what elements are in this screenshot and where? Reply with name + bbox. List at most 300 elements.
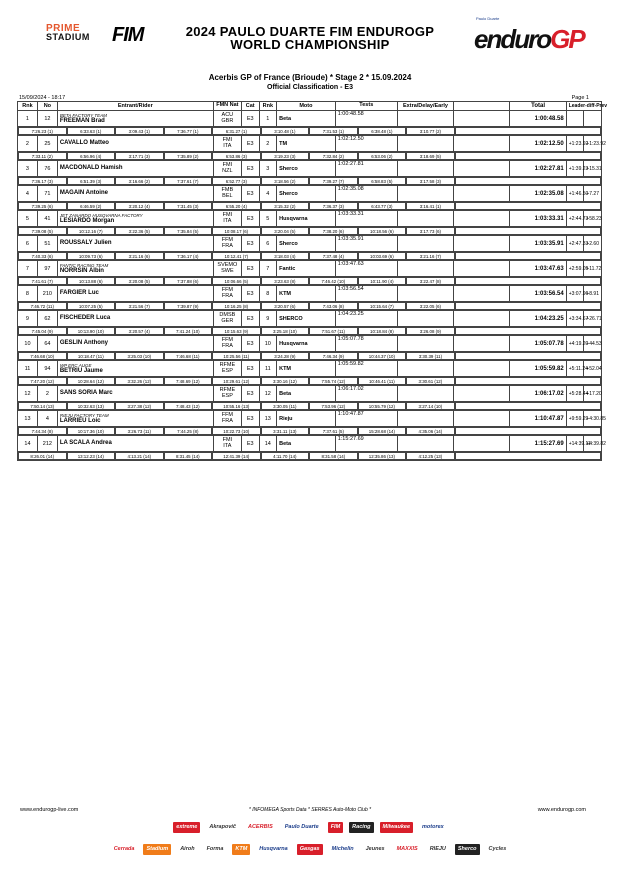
cell-total: 1:10:47.87 [510, 411, 566, 427]
cell-total: 1:02:27.81 [510, 161, 566, 177]
lap-filler [455, 327, 601, 335]
cell-cat: E3 [241, 161, 259, 177]
nationality: ITA [223, 442, 232, 449]
print-timestamp: 15/09/2024 - 18:17 [19, 95, 66, 101]
lap-time: 7:32.84 (2) [309, 152, 358, 160]
cell-pos: 11 [18, 361, 38, 377]
sponsor-logo: ACERBIS [247, 824, 273, 830]
cell-extra2 [454, 311, 510, 327]
sponsor-logo: Paulo Duarte [284, 824, 319, 830]
cell-rnk: 2 [259, 136, 277, 152]
cell-gap-prev: +8.91 [584, 286, 602, 302]
cell-cat: E3 [241, 236, 259, 252]
lap-time: 10:44.37 (10) [358, 352, 407, 360]
cell-extra2 [454, 261, 510, 277]
cell-fmn [213, 386, 241, 402]
cell-tests: 1:04:23.25 [335, 311, 397, 327]
cell-extra2 [454, 186, 510, 202]
cell-pos: 8 [18, 286, 38, 302]
fim-logo: FIM [112, 24, 144, 46]
results-table [17, 101, 608, 461]
lap-time: 7:36.77 (1) [164, 127, 213, 135]
cell-no: 97 [37, 261, 57, 277]
lap-time: 3:26.08 (9) [406, 327, 455, 335]
lap-time: 7:47.20 (12) [18, 377, 67, 385]
sponsor-logo: Milwaukee [380, 822, 414, 833]
cell-fmn [213, 361, 241, 377]
col-cat: Cat [241, 102, 259, 111]
lap-time: 7:37.88 (6) [164, 277, 213, 285]
cell-gap-prev: +2.60 [584, 236, 602, 252]
sponsor-logo: Akrapovič [209, 824, 236, 830]
cell-total: 1:02:35.08 [510, 186, 566, 202]
table-row [18, 286, 602, 302]
fmn-code: FMI [222, 162, 233, 168]
cell-gap-leader: +2:59.05 [566, 261, 584, 277]
lap-time: 10:25.56 (11) [212, 352, 261, 360]
cell-rider [57, 211, 213, 227]
lap-time: 10:55.79 (12) [358, 402, 407, 410]
lap-time: 6:56.96 (4) [67, 152, 116, 160]
lap-time: 10:03.69 (6) [358, 252, 407, 260]
lap-time: 7:37.48 (4) [309, 252, 358, 260]
cell-moto: Rieju [277, 411, 336, 427]
lap-time: 3:15.32 (2) [261, 202, 310, 210]
lap-time: 8:26.01 (14) [18, 452, 67, 460]
rider-name: ROUSSALY Julien [59, 240, 112, 247]
nationality: FRA [221, 417, 233, 424]
sponsor-logo: FIM [328, 822, 343, 833]
cell-fmn [213, 286, 241, 302]
rider-name: MACDONALD Hamish [59, 165, 123, 172]
cell-total: 1:05:07.78 [510, 336, 566, 352]
lap-time: 3:20.57 (4) [115, 327, 164, 335]
lap-time: 15:28.68 (14) [358, 427, 407, 435]
lap-time: 6:58.83 (5) [358, 177, 407, 185]
nationality: ESP [221, 392, 233, 399]
cell-gap-leader: +2:44.73 [566, 211, 584, 227]
cell-moto: Beta [277, 386, 336, 402]
lap-time: 7:41.61 (7) [18, 277, 67, 285]
lap-time: 3:16.41 (1) [406, 202, 455, 210]
cell-moto: KTM [277, 286, 336, 302]
lap-time: 6:46.59 (2) [67, 202, 116, 210]
lap-time: 3:22.36 (5) [115, 227, 164, 235]
cell-extra [397, 111, 453, 127]
cell-total: 1:03:56.54 [510, 286, 566, 302]
cell-gap-prev: +11.72 [584, 261, 602, 277]
lap-time: 7:37.61 (5) [309, 427, 358, 435]
cell-extra [397, 386, 453, 402]
lap-time: 3:18.56 (2) [261, 177, 310, 185]
lap-time: 8:31.58 (14) [309, 452, 358, 460]
cell-gap-prev: +7.27 [584, 186, 602, 202]
table-row [18, 361, 602, 377]
cell-pos: 5 [18, 211, 38, 227]
table-row [18, 161, 602, 177]
lap-times-cell [18, 302, 602, 311]
fmn-code: SVEMO [217, 262, 238, 268]
lap-times-cell [18, 252, 602, 261]
rider-name: LA SCALA Andrea [59, 440, 112, 447]
cell-gap-prev: +17.20 [584, 386, 602, 402]
cell-no: 64 [37, 336, 57, 352]
team-name: FANTIC RACING TEAM [59, 262, 109, 268]
cell-gap-prev [584, 111, 602, 127]
col-fmn: FMN Nat [213, 102, 241, 111]
lap-time: 10:15.64 (7) [358, 302, 407, 310]
logo-word-gp: GP [550, 24, 584, 54]
lap-time: 7:31.53 (1) [309, 127, 358, 135]
nationality: ITA [223, 217, 232, 224]
sponsor-logo: Stadium [143, 844, 171, 855]
cell-tests: 1:02:12.50 [335, 136, 397, 152]
cell-rnk: 1 [259, 111, 277, 127]
lap-time: 7:31.45 (3) [164, 202, 213, 210]
lap-time: 10:16.25 (8) [212, 302, 261, 310]
lap-times-cell [18, 402, 602, 411]
lap-times-row [18, 127, 602, 136]
cell-moto: Beta [277, 111, 336, 127]
cell-no: 41 [37, 211, 57, 227]
lap-times-cell [18, 202, 602, 211]
cell-cat: E3 [241, 136, 259, 152]
cell-gap-prev: +15.31 [584, 161, 602, 177]
team-name: BETA FACTORY TEAM [59, 112, 107, 118]
cell-gap-leader: +3:34.67 [566, 311, 584, 327]
sponsor-logo: Sherco [455, 844, 480, 855]
lap-filler [455, 302, 601, 310]
lap-time: 3:23.63 (8) [261, 277, 310, 285]
lap-time: 4:12.25 (13) [406, 452, 455, 460]
rider-name: MAGAIN Antoine [59, 190, 108, 197]
cell-rnk: 4 [259, 186, 277, 202]
sponsor-row-2 [0, 844, 620, 855]
cell-extra2 [454, 336, 510, 352]
nationality: SWE [221, 267, 234, 274]
lap-time: 3:26.73 (11) [115, 427, 164, 435]
cell-extra2 [454, 411, 510, 427]
lap-times-row [18, 277, 602, 286]
col-tests: Tests [335, 102, 397, 111]
col-pos: Rnk [18, 102, 38, 111]
col-moto: Moto [277, 102, 336, 111]
cell-rnk: 11 [259, 361, 277, 377]
lap-time: 3:30.05 (11) [261, 402, 310, 410]
rider-name: NORRSIN Albin [59, 267, 104, 274]
cell-fmn [213, 261, 241, 277]
cell-tests: 1:15:27.69 [335, 436, 397, 452]
cell-rnk: 12 [259, 386, 277, 402]
lap-filler [455, 452, 601, 460]
lap-time: 7:50.14 (13) [18, 402, 67, 410]
cell-cat: E3 [241, 411, 259, 427]
cell-rider [57, 361, 213, 377]
fmn-code: FMB [221, 187, 234, 193]
cell-rider [57, 386, 213, 402]
lap-time: 3:09.43 (1) [115, 127, 164, 135]
cell-gap-leader: +2:47.33 [566, 236, 584, 252]
lap-times-cell [18, 177, 602, 186]
cell-extra [397, 286, 453, 302]
cell-rnk: 14 [259, 436, 277, 452]
lap-time: 10:13.88 (6) [67, 277, 116, 285]
sponsor-logo: Cycles [488, 846, 507, 852]
cell-no: 51 [37, 236, 57, 252]
cell-tests: 1:10:47.87 [335, 411, 397, 427]
lap-time: 3:18.03 (4) [261, 252, 310, 260]
nationality: GBR [221, 117, 234, 124]
footer-link-site[interactable]: www.endurogp.com [537, 807, 586, 813]
cell-extra [397, 311, 453, 327]
lap-time: 7:41.24 (10) [164, 327, 213, 335]
cell-no: 71 [37, 186, 57, 202]
cell-cat: E3 [241, 336, 259, 352]
cell-pos: 7 [18, 261, 38, 277]
sponsor-logo: Racing [349, 822, 373, 833]
lap-time: 10:18.84 (8) [358, 327, 407, 335]
cell-extra [397, 136, 453, 152]
cell-rider [57, 411, 213, 427]
lap-filler [455, 227, 601, 235]
title-line1: 2024 PAULO DUARTE FIM ENDUROGP [185, 24, 435, 39]
cell-tests: 1:05:07.78 [335, 336, 397, 352]
lap-time: 7:40.33 (6) [18, 252, 67, 260]
lap-time: 6:31.27 (1) [212, 127, 261, 135]
lap-time: 6:51.39 (3) [67, 177, 116, 185]
header [0, 0, 620, 70]
lap-filler [455, 377, 601, 385]
table-row [18, 336, 602, 352]
cell-rider [57, 161, 213, 177]
lap-time: 3:25.03 (10) [115, 352, 164, 360]
col-rider: Entrant/Rider [57, 102, 213, 111]
cell-tests: 1:02:27.81 [335, 161, 397, 177]
cell-gap-leader: +14:39.11 [566, 436, 584, 452]
lap-time: 7:39.27 (7) [309, 177, 358, 185]
lap-time: 10:29.61 (12) [212, 377, 261, 385]
table-row [18, 436, 602, 452]
cell-rider [57, 111, 213, 127]
lap-time: 7:55.74 (12) [309, 377, 358, 385]
cell-gap-leader: +3:07.96 [566, 286, 584, 302]
lap-time: 3:20.12 (4) [115, 202, 164, 210]
lap-time: 3:32.26 (12) [115, 377, 164, 385]
cell-gap-prev: +58.23 [584, 211, 602, 227]
cell-no: 62 [37, 311, 57, 327]
lap-time: 12:35.86 (13) [358, 452, 407, 460]
nationality: BEL [222, 192, 233, 199]
cell-gap-prev: +4:39.82 [584, 436, 602, 452]
cell-fmn [213, 411, 241, 427]
lap-times-row [18, 227, 602, 236]
lap-time: 10:11.90 (4) [358, 277, 407, 285]
cell-rnk: 10 [259, 336, 277, 352]
lap-time: 3:21.56 (7) [115, 302, 164, 310]
lap-time: 3:22.05 (6) [406, 302, 455, 310]
cell-total: 1:03:47.63 [510, 261, 566, 277]
cell-gap-leader: +1:46.50 [566, 186, 584, 202]
lap-time: 7:46.68 (10) [18, 352, 67, 360]
fmn-code: FMI [222, 137, 233, 143]
lap-time: 7:48.69 (12) [164, 377, 213, 385]
lap-time: 10:32.63 (13) [67, 402, 116, 410]
cell-fmn [213, 136, 241, 152]
lap-time: 7:51.67 (11) [309, 327, 358, 335]
rider-name: LARRIEU Loic [59, 417, 101, 424]
table-row [18, 411, 602, 427]
lap-time: 10:18.47 (11) [67, 352, 116, 360]
cell-tests: 1:00:48.58 [335, 111, 397, 127]
event-name: Acerbis GP of France (Brioude) * Stage 2 * 15.09.2024 [208, 73, 412, 82]
sponsor-logo: Michelin [331, 846, 354, 852]
cell-tests: 1:03:47.63 [335, 261, 397, 277]
cell-cat: E3 [241, 286, 259, 302]
cell-rnk: 6 [259, 236, 277, 252]
cell-no: 25 [37, 136, 57, 152]
col-total: Total [510, 102, 566, 111]
page-number: Page 1 [571, 95, 589, 101]
lap-time: 10:46.41 (11) [358, 377, 407, 385]
cell-rnk: 3 [259, 161, 277, 177]
lap-time: 7:33.11 (2) [18, 152, 67, 160]
lap-times-cell [18, 152, 602, 161]
lap-time: 3:27.14 (10) [406, 402, 455, 410]
nationality: NZL [222, 167, 233, 174]
lap-time: 8:31.45 (14) [164, 452, 213, 460]
lap-time: 4:11.70 (14) [261, 452, 310, 460]
lap-time: 13:12.23 (14) [67, 452, 116, 460]
lap-time: 7:36.37 (3) [309, 202, 358, 210]
lap-time: 7:38.20 (6) [309, 227, 358, 235]
logo-small-text: Paulo Duarte [476, 16, 500, 21]
table-row [18, 136, 602, 152]
lap-time: 3:30.16 (12) [261, 377, 310, 385]
lap-time: 7:46.72 (11) [18, 302, 67, 310]
prime-logo-line2: STADIUM [46, 32, 90, 42]
lap-filler [455, 127, 601, 135]
prime-logo-line1: PRIME [46, 23, 81, 34]
sponsor-logo: Cerrada [113, 846, 135, 852]
table-row [18, 211, 602, 227]
cell-moto: Fantic [277, 261, 336, 277]
rider-name: GESLIN Anthony [59, 340, 108, 347]
lap-time: 10:13.90 (10) [67, 327, 116, 335]
lap-time: 4:13.21 (14) [115, 452, 164, 460]
sponsor-logo: Forma [206, 846, 224, 852]
cell-tests: 1:05:59.82 [335, 361, 397, 377]
cell-gap-leader [566, 111, 584, 127]
footer-link-live[interactable]: www.endurogp-live.com [20, 807, 79, 813]
nationality: ITA [223, 142, 232, 149]
fmn-code: FFM [221, 412, 234, 418]
cell-cat: E3 [241, 361, 259, 377]
team-name: WP ERC AUGE [59, 362, 92, 368]
cell-tests: 1:06:17.02 [335, 386, 397, 402]
lap-filler [455, 277, 601, 285]
fmn-code: FFM [221, 237, 234, 243]
rider-name: LESIARDO Morgan [59, 217, 115, 224]
cell-pos: 1 [18, 111, 38, 127]
endurogp-logo [472, 16, 584, 60]
cell-fmn [213, 311, 241, 327]
lap-time: 7:36.17 (3) [18, 177, 67, 185]
cell-pos: 14 [18, 436, 38, 452]
cell-rnk: 9 [259, 311, 277, 327]
lap-time: 4:35.06 (14) [406, 427, 455, 435]
cell-total: 1:05:59.82 [510, 361, 566, 377]
lap-time: 10:12.41 (7) [212, 252, 261, 260]
sponsor-logo: Husqvarna [259, 846, 288, 852]
table-header [18, 102, 602, 111]
cell-fmn [213, 111, 241, 127]
cell-fmn [213, 186, 241, 202]
cell-no: 4 [37, 411, 57, 427]
lap-time: 7:39.08 (5) [18, 227, 67, 235]
cell-tests: 1:02:35.08 [335, 186, 397, 202]
cell-moto: Husqvarna [277, 336, 336, 352]
sponsor-logo: RIEJU [429, 846, 446, 852]
lap-time: 10:18.56 (6) [358, 227, 407, 235]
cell-rider [57, 136, 213, 152]
lap-time: 3:17.73 (6) [406, 227, 455, 235]
lap-time: 7:46.34 (9) [309, 352, 358, 360]
table-row [18, 311, 602, 327]
cell-fmn [213, 336, 241, 352]
cell-rnk: 13 [259, 411, 277, 427]
lap-filler [455, 427, 601, 435]
lap-time: 3:10.77 (2) [406, 127, 455, 135]
cell-tests: 1:03:56.54 [335, 286, 397, 302]
cell-pos: 3 [18, 161, 38, 177]
fmn-code: FFM [221, 337, 234, 343]
table-row [18, 261, 602, 277]
cell-moto: TM [277, 136, 336, 152]
cell-cat: E3 [241, 386, 259, 402]
table-row [18, 111, 602, 127]
table-row [18, 186, 602, 202]
cell-pos: 4 [18, 186, 38, 202]
lap-time: 7:46.68 (11) [164, 352, 213, 360]
lap-time: 3:31.11 (13) [261, 427, 310, 435]
cell-rider [57, 311, 213, 327]
lap-time: 3:21.16 (6) [115, 252, 164, 260]
cell-cat: E3 [241, 436, 259, 452]
lap-time: 3:10.48 (1) [261, 127, 310, 135]
cell-extra [397, 411, 453, 427]
lap-times-row [18, 427, 602, 436]
lap-time: 3:30.39 (11) [406, 352, 455, 360]
cell-gap-prev: +52.04 [584, 361, 602, 377]
lap-time: 3:24.28 (9) [261, 352, 310, 360]
lap-filler [455, 152, 601, 160]
lap-time: 3:20.04 (5) [261, 227, 310, 235]
cell-moto: Husqvarna [277, 211, 336, 227]
cell-gap-leader: +1:23.92 [566, 136, 584, 152]
lap-time: 10:08.17 (6) [212, 227, 261, 235]
team-name: JET ZANARDO HUSQVARNA FACTORY [59, 212, 143, 218]
rider-name: FREEMAN Brad [59, 117, 105, 124]
cell-total: 1:02:12.50 [510, 136, 566, 152]
cell-extra [397, 161, 453, 177]
lap-time: 3:19.23 (3) [261, 152, 310, 160]
cell-extra [397, 436, 453, 452]
prime-stadium-logo [46, 24, 90, 42]
lap-times-cell [18, 352, 602, 361]
cell-rnk: 5 [259, 211, 277, 227]
lap-times-row [18, 302, 602, 311]
cell-rnk: 7 [259, 261, 277, 277]
